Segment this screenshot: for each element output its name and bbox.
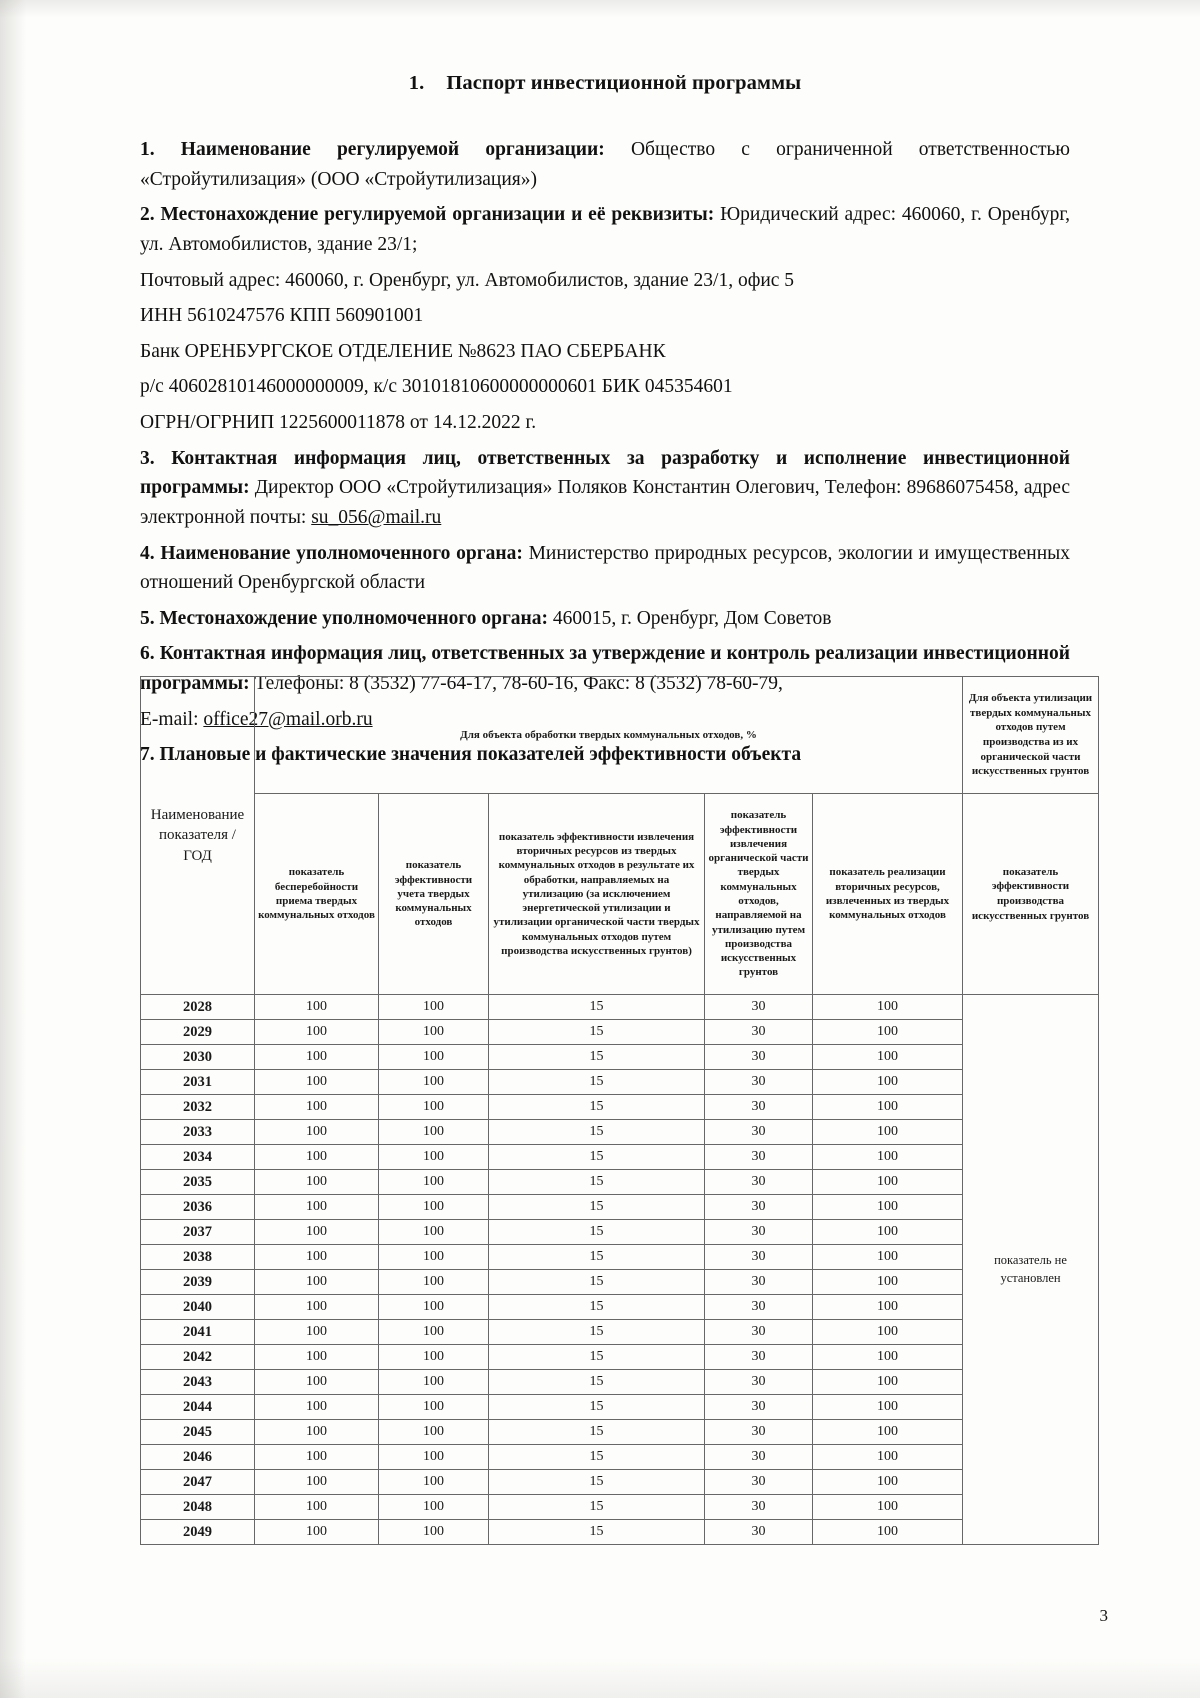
cell-year: 2047 bbox=[141, 1470, 255, 1495]
cell-year: 2032 bbox=[141, 1095, 255, 1120]
cell-year: 2049 bbox=[141, 1520, 255, 1545]
table-row bbox=[141, 1345, 1099, 1370]
cell-value: 100 bbox=[379, 1120, 489, 1145]
cell-value: 15 bbox=[489, 1120, 705, 1145]
paragraph-2 bbox=[140, 200, 1070, 259]
cell-value: 15 bbox=[489, 1170, 705, 1195]
cell-value: 30 bbox=[705, 1195, 813, 1220]
cell-value: 30 bbox=[705, 1495, 813, 1520]
cell-value: 100 bbox=[813, 1170, 963, 1195]
cell-value: 100 bbox=[813, 995, 963, 1020]
cell-value: 100 bbox=[255, 1420, 379, 1445]
paragraph-6-body: Телефоны: 8 (3532) 77-64-17, 78-60-16, Факс: 8 (3532) 78-60-79, bbox=[249, 673, 783, 694]
cell-year: 2042 bbox=[141, 1345, 255, 1370]
cell-value: 30 bbox=[705, 995, 813, 1020]
cell-value: 100 bbox=[255, 1320, 379, 1345]
cell-value: 30 bbox=[705, 1420, 813, 1445]
cell-value: 100 bbox=[255, 1470, 379, 1495]
table-row bbox=[141, 1320, 1099, 1345]
cell-value: 30 bbox=[705, 1445, 813, 1470]
cell-value: 100 bbox=[379, 1045, 489, 1070]
cell-value: 100 bbox=[255, 1345, 379, 1370]
cell-year: 2041 bbox=[141, 1320, 255, 1345]
cell-value: 15 bbox=[489, 1070, 705, 1095]
cell-value: 30 bbox=[705, 1145, 813, 1170]
page-title-text: Паспорт инвестиционной программы bbox=[446, 72, 802, 94]
table-header bbox=[141, 677, 1099, 995]
cell-value: 100 bbox=[255, 995, 379, 1020]
table-row bbox=[141, 1145, 1099, 1170]
cell-value: 100 bbox=[255, 1095, 379, 1120]
cell-year: 2037 bbox=[141, 1220, 255, 1245]
cell-value: 30 bbox=[705, 1170, 813, 1195]
cell-value: 30 bbox=[705, 1020, 813, 1045]
contact-email-developer[interactable]: su_056@mail.ru bbox=[311, 506, 442, 528]
cell-value: 100 bbox=[255, 1295, 379, 1320]
table-header-row-groups bbox=[141, 677, 1099, 794]
paragraph-5-lead: 5. Местонахождение уполномоченного органа: bbox=[140, 607, 549, 629]
group-header-soil: Для объекта утилизации твердых коммунальных отходов путем производства из их органической части искусственных грунтов bbox=[963, 677, 1099, 794]
cell-value: 15 bbox=[489, 1345, 705, 1370]
cell-value: 15 bbox=[489, 1495, 705, 1520]
cell-value: 100 bbox=[379, 1495, 489, 1520]
table-row bbox=[141, 1045, 1099, 1070]
account-line: р/с 40602810146000000009, к/с 30101810600000000601 БИК 045354601 bbox=[140, 376, 733, 398]
scan-edge-top bbox=[0, 0, 1200, 18]
inn-kpp-line: ИНН 5610247576 КПП 560901001 bbox=[140, 305, 424, 327]
cell-value: 30 bbox=[705, 1045, 813, 1070]
paragraph-4 bbox=[140, 539, 1070, 598]
cell-year: 2036 bbox=[141, 1195, 255, 1220]
cell-value: 100 bbox=[255, 1245, 379, 1270]
cell-value: 100 bbox=[813, 1420, 963, 1445]
cell-value: 100 bbox=[813, 1270, 963, 1295]
cell-value: 15 bbox=[489, 995, 705, 1020]
performance-table bbox=[140, 676, 1099, 1545]
cell-value: 100 bbox=[255, 1045, 379, 1070]
paragraph-1-body: Общество с ограниченной ответственностью «Стройутилизация» (ООО «Стройутилизация») bbox=[140, 139, 1070, 190]
cell-year: 2033 bbox=[141, 1120, 255, 1145]
cell-not-established-note: показатель не установлен bbox=[963, 995, 1099, 1545]
cell-value: 30 bbox=[705, 1395, 813, 1420]
bank-line: Банк ОРЕНБУРГСКОЕ ОТДЕЛЕНИЕ №8623 ПАО СБЕРБАНК bbox=[140, 340, 666, 362]
cell-value: 100 bbox=[813, 1070, 963, 1095]
cell-value: 100 bbox=[255, 1195, 379, 1220]
contact-email-authority[interactable]: office27@mail.orb.ru bbox=[203, 708, 373, 730]
table-row bbox=[141, 1220, 1099, 1245]
cell-value: 100 bbox=[813, 1295, 963, 1320]
cell-value: 30 bbox=[705, 1345, 813, 1370]
cell-year: 2029 bbox=[141, 1020, 255, 1045]
cell-value: 30 bbox=[705, 1520, 813, 1545]
cell-value: 100 bbox=[255, 1145, 379, 1170]
cell-value: 100 bbox=[813, 1520, 963, 1545]
cell-value: 30 bbox=[705, 1320, 813, 1345]
cell-year: 2030 bbox=[141, 1045, 255, 1070]
cell-value: 100 bbox=[813, 1470, 963, 1495]
table-row bbox=[141, 1195, 1099, 1220]
cell-value: 30 bbox=[705, 1295, 813, 1320]
cell-value: 100 bbox=[813, 1320, 963, 1345]
cell-value: 100 bbox=[255, 1395, 379, 1420]
paragraph-4-lead: 4. Наименование уполномоченного органа: bbox=[140, 542, 523, 564]
group-header-processing: Для объекта обработки твердых коммунальных отходов, % bbox=[255, 677, 963, 794]
cell-value: 100 bbox=[813, 1195, 963, 1220]
document-body bbox=[140, 72, 1070, 774]
paragraph-4-body: Министерство природных ресурсов, экологии и имущественных отношений Оренбургской области bbox=[140, 542, 1070, 594]
table-row bbox=[141, 1520, 1099, 1545]
performance-table-wrapper bbox=[140, 676, 1098, 1545]
table-row bbox=[141, 1420, 1099, 1445]
cell-value: 30 bbox=[705, 1095, 813, 1120]
cell-value: 100 bbox=[379, 1270, 489, 1295]
cell-value: 15 bbox=[489, 1370, 705, 1395]
cell-value: 100 bbox=[255, 1445, 379, 1470]
cell-value: 100 bbox=[813, 1395, 963, 1420]
cell-value: 15 bbox=[489, 1445, 705, 1470]
cell-year: 2039 bbox=[141, 1270, 255, 1295]
email-label: E-mail: bbox=[140, 708, 204, 730]
table-row bbox=[141, 1170, 1099, 1195]
page-title bbox=[140, 72, 1070, 95]
cell-value: 100 bbox=[379, 1345, 489, 1370]
cell-value: 15 bbox=[489, 1270, 705, 1295]
cell-value: 100 bbox=[813, 1145, 963, 1170]
col-header-secondary-extraction: показатель эффективности извлечения вторичных ресурсов из твердых коммунальных отходов в результате их обработки, направляемых на утилизацию (за исключением энергетической утилизации и утилизации органической части твердых коммунальных отходов путем производства искусственных грунтов) bbox=[489, 794, 705, 995]
cell-value: 15 bbox=[489, 1420, 705, 1445]
paragraph-6-lead: 6. Контактная информация лиц, ответственных за утверждение и контроль реализации инвестиционной программы: bbox=[140, 643, 1070, 694]
cell-value: 15 bbox=[489, 1195, 705, 1220]
cell-value: 30 bbox=[705, 1245, 813, 1270]
col-header-soil-production: показатель эффективности производства искусственных грунтов bbox=[963, 794, 1099, 995]
cell-value: 100 bbox=[255, 1370, 379, 1395]
table-row bbox=[141, 1370, 1099, 1395]
table-row bbox=[141, 995, 1099, 1020]
cell-value: 100 bbox=[379, 1370, 489, 1395]
col-header-year: Наименование показателя / ГОД bbox=[141, 677, 255, 995]
paragraph-5 bbox=[140, 604, 1070, 634]
cell-value: 15 bbox=[489, 1245, 705, 1270]
page-title-number: 1. bbox=[408, 72, 425, 94]
cell-value: 100 bbox=[379, 1470, 489, 1495]
cell-value: 100 bbox=[813, 1120, 963, 1145]
cell-value: 100 bbox=[379, 1520, 489, 1545]
cell-value: 100 bbox=[379, 1020, 489, 1045]
cell-value: 100 bbox=[255, 1070, 379, 1095]
cell-year: 2031 bbox=[141, 1070, 255, 1095]
paragraph-3 bbox=[140, 444, 1070, 533]
table-row bbox=[141, 1270, 1099, 1295]
cell-value: 30 bbox=[705, 1070, 813, 1095]
cell-value: 100 bbox=[379, 1420, 489, 1445]
cell-value: 30 bbox=[705, 1220, 813, 1245]
table-row bbox=[141, 1245, 1099, 1270]
cell-value: 100 bbox=[813, 1345, 963, 1370]
page-number: 3 bbox=[1099, 1606, 1108, 1625]
scan-edge-left bbox=[0, 0, 26, 1698]
postal-address-line: Почтовый адрес: 460060, г. Оренбург, ул. Автомобилистов, здание 23/1, офис 5 bbox=[140, 269, 795, 291]
cell-value: 100 bbox=[813, 1020, 963, 1045]
table-row bbox=[141, 1020, 1099, 1045]
cell-value: 30 bbox=[705, 1370, 813, 1395]
cell-value: 100 bbox=[379, 1170, 489, 1195]
col-header-accounting: показатель эффективности учета твердых коммунальных отходов bbox=[379, 794, 489, 995]
cell-value: 100 bbox=[813, 1370, 963, 1395]
cell-value: 15 bbox=[489, 1520, 705, 1545]
col-header-uptime: показатель бесперебойности приема твердых коммунальных отходов bbox=[255, 794, 379, 995]
cell-value: 15 bbox=[489, 1145, 705, 1170]
paragraph-5-body: 460015, г. Оренбург, Дом Советов bbox=[548, 607, 832, 629]
cell-value: 30 bbox=[705, 1120, 813, 1145]
cell-value: 100 bbox=[379, 995, 489, 1020]
cell-value: 15 bbox=[489, 1045, 705, 1070]
col-header-secondary-sales: показатель реализации вторичных ресурсов, извлеченных из твердых коммунальных отходов bbox=[813, 794, 963, 995]
cell-year: 2046 bbox=[141, 1445, 255, 1470]
cell-value: 30 bbox=[705, 1470, 813, 1495]
cell-value: 100 bbox=[813, 1220, 963, 1245]
cell-year: 2048 bbox=[141, 1495, 255, 1520]
table-row bbox=[141, 1445, 1099, 1470]
cell-year: 2028 bbox=[141, 995, 255, 1020]
cell-value: 100 bbox=[813, 1495, 963, 1520]
cell-value: 100 bbox=[379, 1220, 489, 1245]
cell-value: 100 bbox=[813, 1045, 963, 1070]
cell-value: 15 bbox=[489, 1395, 705, 1420]
cell-value: 100 bbox=[379, 1295, 489, 1320]
cell-year: 2045 bbox=[141, 1420, 255, 1445]
table-row bbox=[141, 1395, 1099, 1420]
table-row bbox=[141, 1095, 1099, 1120]
cell-year: 2044 bbox=[141, 1395, 255, 1420]
cell-year: 2040 bbox=[141, 1295, 255, 1320]
cell-value: 15 bbox=[489, 1095, 705, 1120]
table-row bbox=[141, 1120, 1099, 1145]
col-header-organic-extraction: показатель эффективности извлечения органической части твердых коммунальных отходов, направляемой на утилизацию путем производства искусственных грунтов bbox=[705, 794, 813, 995]
cell-value: 100 bbox=[255, 1495, 379, 1520]
paragraph-1 bbox=[140, 135, 1070, 194]
table-row bbox=[141, 1295, 1099, 1320]
paragraph-3-body: Директор ООО «Стройутилизация» Поляков Константин Олегович, Телефон: 89686075458, адрес электронной почты: bbox=[140, 477, 1070, 528]
table-row bbox=[141, 1470, 1099, 1495]
cell-value: 15 bbox=[489, 1320, 705, 1345]
cell-year: 2034 bbox=[141, 1145, 255, 1170]
cell-value: 100 bbox=[379, 1195, 489, 1220]
cell-value: 100 bbox=[255, 1270, 379, 1295]
cell-value: 100 bbox=[255, 1170, 379, 1195]
cell-value: 100 bbox=[379, 1095, 489, 1120]
cell-year: 2043 bbox=[141, 1370, 255, 1395]
cell-value: 100 bbox=[813, 1245, 963, 1270]
cell-value: 100 bbox=[379, 1145, 489, 1170]
section-7-heading: 7. Плановые и фактические значения показателей эффективности объекта bbox=[140, 744, 802, 766]
scan-edge-bottom bbox=[0, 1658, 1200, 1698]
paragraph-3-lead: 3. Контактная информация лиц, ответственных за разработку и исполнение инвестиционной программы: bbox=[140, 447, 1070, 499]
cell-value: 100 bbox=[379, 1320, 489, 1345]
cell-value: 15 bbox=[489, 1470, 705, 1495]
cell-value: 15 bbox=[489, 1220, 705, 1245]
cell-value: 100 bbox=[813, 1445, 963, 1470]
table-row bbox=[141, 1495, 1099, 1520]
ogrn-line: ОГРН/ОГРНИП 1225600011878 от 14.12.2022 г. bbox=[140, 412, 537, 433]
table-row bbox=[141, 1070, 1099, 1095]
cell-value: 100 bbox=[255, 1120, 379, 1145]
cell-value: 100 bbox=[379, 1245, 489, 1270]
cell-value: 100 bbox=[813, 1095, 963, 1120]
cell-value: 15 bbox=[489, 1295, 705, 1320]
cell-value: 100 bbox=[255, 1020, 379, 1045]
cell-value: 30 bbox=[705, 1270, 813, 1295]
cell-value: 100 bbox=[379, 1070, 489, 1095]
paragraph-1-lead: 1. Наименование регулируемой организации: bbox=[140, 139, 605, 160]
cell-value: 100 bbox=[255, 1220, 379, 1245]
cell-value: 100 bbox=[255, 1520, 379, 1545]
cell-year: 2035 bbox=[141, 1170, 255, 1195]
cell-value: 100 bbox=[379, 1395, 489, 1420]
table-body bbox=[141, 995, 1099, 1545]
cell-value: 100 bbox=[379, 1445, 489, 1470]
cell-year: 2038 bbox=[141, 1245, 255, 1270]
paragraph-2-body: Юридический адрес: 460060, г. Оренбург, ул. Автомобилистов, здание 23/1; bbox=[140, 204, 1071, 255]
table-header-row-subs bbox=[141, 794, 1099, 995]
cell-value: 15 bbox=[489, 1020, 705, 1045]
paragraph-2-lead: 2. Местонахождение регулируемой организации и её реквизиты: bbox=[140, 204, 715, 226]
